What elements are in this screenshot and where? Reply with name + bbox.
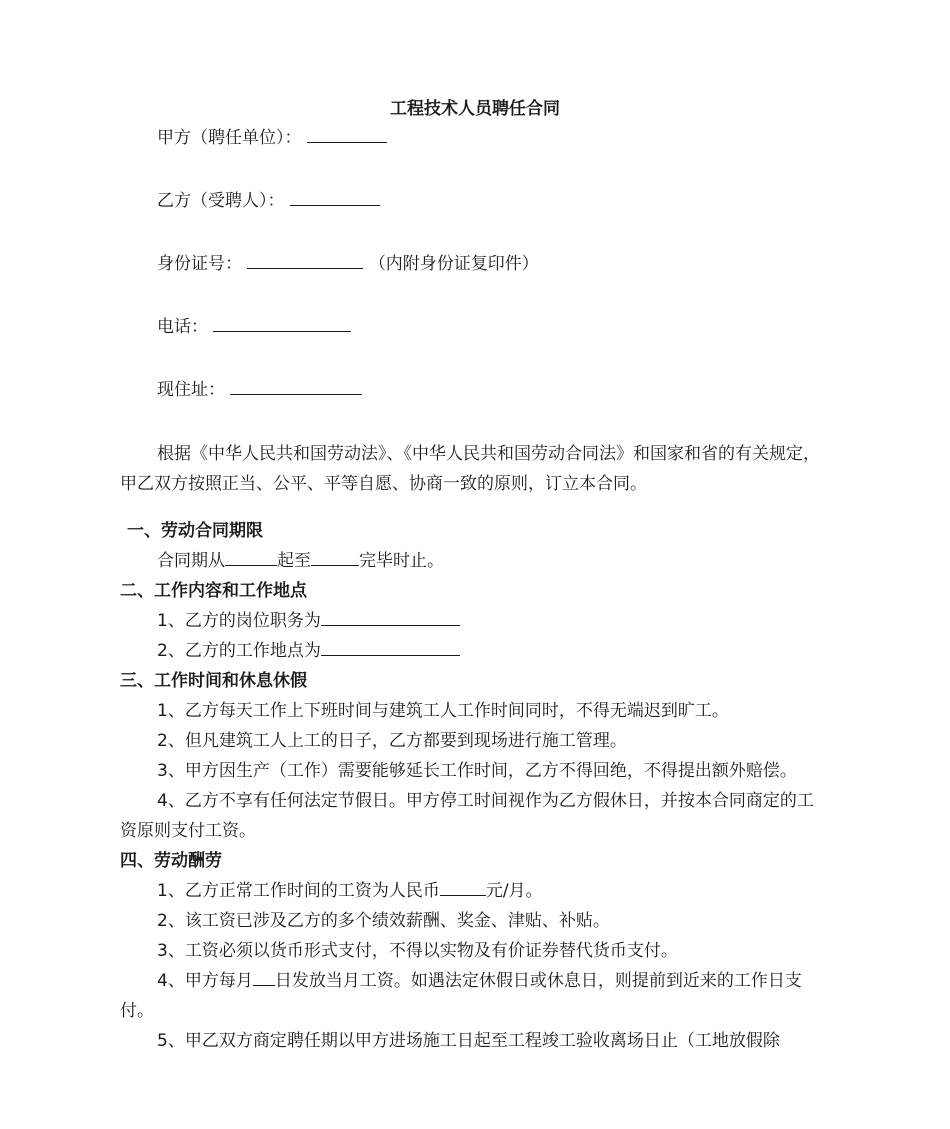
address-field xyxy=(120,376,830,403)
phone-field xyxy=(120,313,830,340)
payday-blank xyxy=(253,967,275,986)
id-number-note: （内附身份证复印件） xyxy=(368,254,539,274)
salary-label: 1、乙方正常工作时间的工资为人民币 xyxy=(157,881,440,901)
party-b-blank xyxy=(290,187,380,206)
section-2-heading: 二、工作内容和工作地点 xyxy=(120,581,307,601)
party-b-label: 乙方（受聘人）： xyxy=(157,191,285,211)
contract-period-to: 起至 xyxy=(277,551,311,571)
salary-blank xyxy=(440,877,486,896)
party-a-blank xyxy=(307,124,387,143)
section-4-item-3: 3、工资必须以货币形式支付，不得以实物及有价证券替代货币支付。 xyxy=(157,941,678,961)
id-number-blank xyxy=(247,250,363,269)
party-b-field xyxy=(120,187,830,214)
section-1-heading: 一、劳动合同期限 xyxy=(127,521,263,541)
section-3-heading: 三、工作时间和休息休假 xyxy=(120,671,307,691)
section-4-item-2: 2、该工资已涉及乙方的多个绩效薪酬、奖金、津贴、补贴。 xyxy=(157,911,610,931)
address-blank xyxy=(230,376,362,395)
section-3-item-2: 2、但凡建筑工人上工的日子，乙方都要到现场进行施工管理。 xyxy=(157,731,627,751)
section-1-paragraph xyxy=(120,546,830,576)
end-date-blank xyxy=(311,547,359,566)
salary-unit: 元/月。 xyxy=(485,881,543,901)
id-number-label: 身份证号： xyxy=(157,254,242,274)
section-3-item-1: 1、乙方每天工作上下班时间与建筑工人工作时间同时，不得无端迟到旷工。 xyxy=(157,701,729,721)
section-4-item-4 xyxy=(120,966,830,1026)
contract-period-from: 合同期从 xyxy=(157,551,225,571)
payday-rule: 日发放当月工资。如遇法定休假日或休息日，则提前到近来的工作日支付。 xyxy=(120,971,802,1021)
party-a-field xyxy=(120,124,830,151)
section-3-item-4: 4、乙方不享有任何法定节假日。甲方停工时间视作为乙方假休日，并按本合同商定的工资原则支付工资。 xyxy=(120,791,814,841)
section-4-item-5: 5、甲乙双方商定聘任期以甲方进场施工日起至工程竣工验收离场日止（工地放假除 xyxy=(157,1031,780,1051)
intro-paragraph: 根据《中华人民共和国劳动法》、《中华人民共和国劳动合同法》和国家和省的有关规定，甲乙双方按照正当、公平、平等自愿、协商一致的原则，订立本合同。 xyxy=(120,444,820,494)
document-title: 工程技术人员聘任合同 xyxy=(390,99,560,119)
party-a-label: 甲方（聘任单位）： xyxy=(157,128,302,148)
address-label: 现住址： xyxy=(157,380,225,400)
id-number-field xyxy=(120,250,830,277)
section-2-item-1 xyxy=(120,606,830,636)
phone-label: 电话： xyxy=(157,317,208,337)
section-4-heading: 四、劳动酬劳 xyxy=(120,851,222,871)
workplace-label: 2、乙方的工作地点为 xyxy=(157,641,321,661)
phone-blank xyxy=(213,313,351,332)
section-4-item-1 xyxy=(120,876,830,906)
section-3-item-3: 3、甲方因生产（工作）需要能够延长工作时间，乙方不得回绝，不得提出额外赔偿。 xyxy=(157,761,797,781)
position-label: 1、乙方的岗位职务为 xyxy=(157,611,321,631)
position-blank xyxy=(321,607,460,626)
workplace-blank xyxy=(321,637,460,656)
payday-label: 4、甲方每月 xyxy=(157,971,253,991)
contract-period-end: 完毕时止。 xyxy=(359,551,444,571)
start-date-blank xyxy=(225,547,277,566)
section-2-item-2 xyxy=(120,636,830,666)
